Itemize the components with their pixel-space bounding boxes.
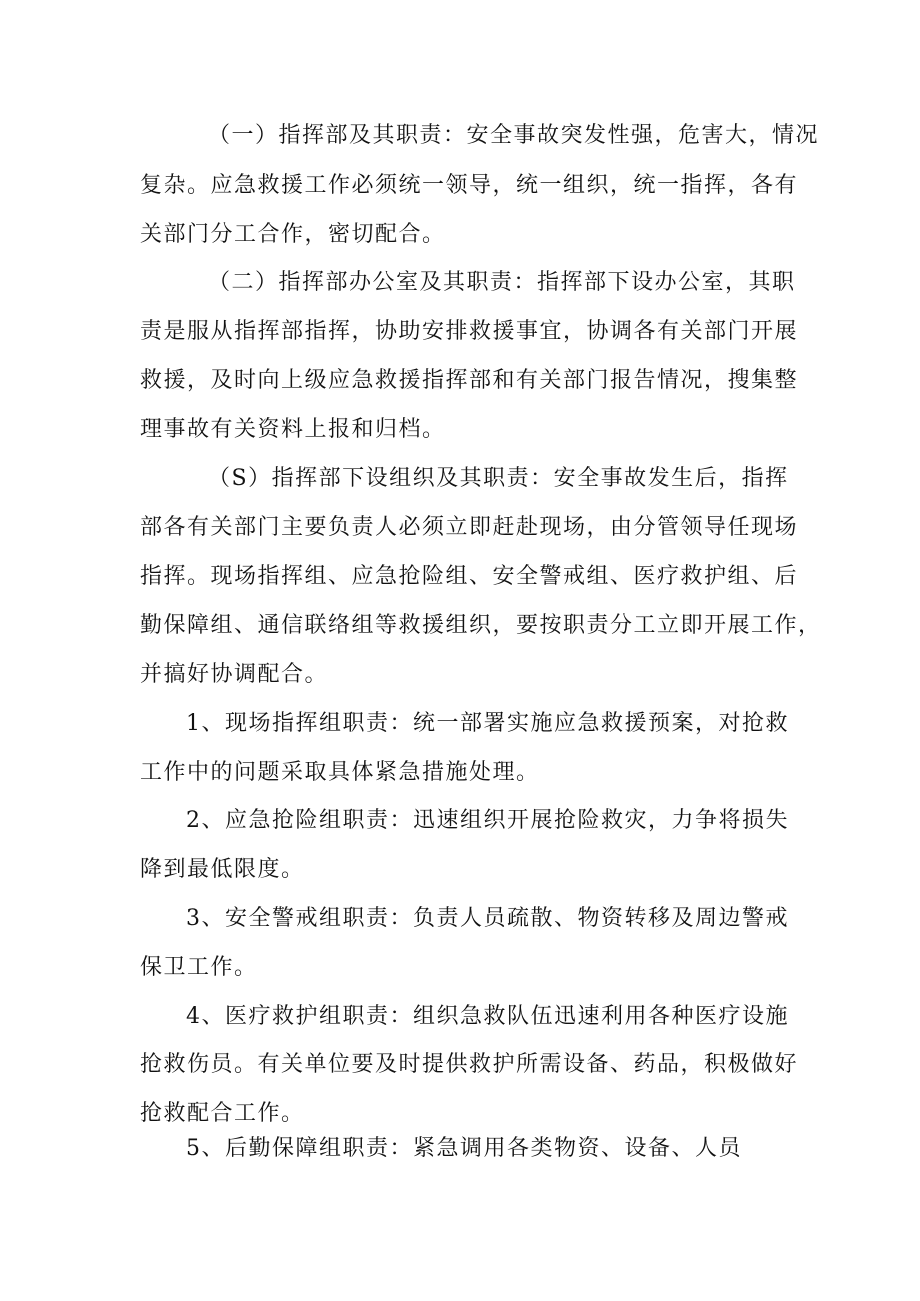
item-3-line-1: 3、安全警戒组职责：负责人员疏散、物资转移及周边警戒 — [186, 906, 789, 931]
paragraph-3-line-1: （S）指挥部下设组织及其职责：安全事故发生后，指挥 — [208, 466, 789, 491]
paragraph-3-line-5: 并搞好协调配合。 — [140, 662, 329, 687]
paragraph-2-line-1: （二）指挥部办公室及其职责：指挥部下设办公室，其职 — [208, 270, 796, 295]
item-5-line-1: 5、后勤保障组职责：紧急调用各类物资、设备、人员 — [186, 1136, 742, 1161]
item-4-line-2: 抢救伤员。有关单位要及时提供救护所需设备、药品，积极做好 — [140, 1052, 799, 1077]
paragraph-2-line-3: 救援，及时向上级应急救援指挥部和有关部门报告情况，搜集整 — [140, 368, 799, 393]
paragraph-3-line-4: 勤保障组、通信联络组等救援组织，要按职责分工立即开展工作， — [140, 613, 822, 638]
item-1-line-2: 工作中的问题采取具体紧急措施处理。 — [140, 760, 540, 785]
item-4-line-1: 4、医疗救护组职责：组织急救队伍迅速利用各种医疗设施 — [186, 1004, 789, 1029]
paragraph-3-line-2: 部各有关部门主要负责人必须立即赶赴现场，由分管领导任现场 — [140, 515, 799, 540]
item-1-line-1: 1、现场指挥组职责：统一部署实施应急救援预案，对抢救 — [186, 711, 789, 736]
paragraph-3-line-3: 指挥。现场指挥组、应急抢险组、安全警戒组、医疗救护组、后 — [140, 564, 799, 589]
paragraph-2-line-4: 理事故有关资料上报和归档。 — [140, 417, 446, 442]
paragraph-1-line-1: （一）指挥部及其职责：安全事故突发性强，危害大，情况 — [208, 123, 820, 148]
paragraph-1-line-3: 关部门分工合作，密切配合。 — [140, 222, 446, 247]
item-4-line-3: 抢救配合工作。 — [140, 1101, 305, 1126]
item-3-line-2: 保卫工作。 — [140, 955, 258, 980]
item-2-line-2: 降到最低限度。 — [140, 857, 305, 882]
paragraph-1-line-2: 复杂。应急救援工作必须统一领导，统一组织，统一指挥，各有 — [140, 173, 799, 198]
paragraph-2-line-2: 责是服从指挥部指挥，协助安排救援事宜，协调各有关部门开展 — [140, 319, 799, 344]
item-2-line-1: 2、应急抢险组职责：迅速组织开展抢险救灾，力争将损失 — [186, 808, 789, 833]
